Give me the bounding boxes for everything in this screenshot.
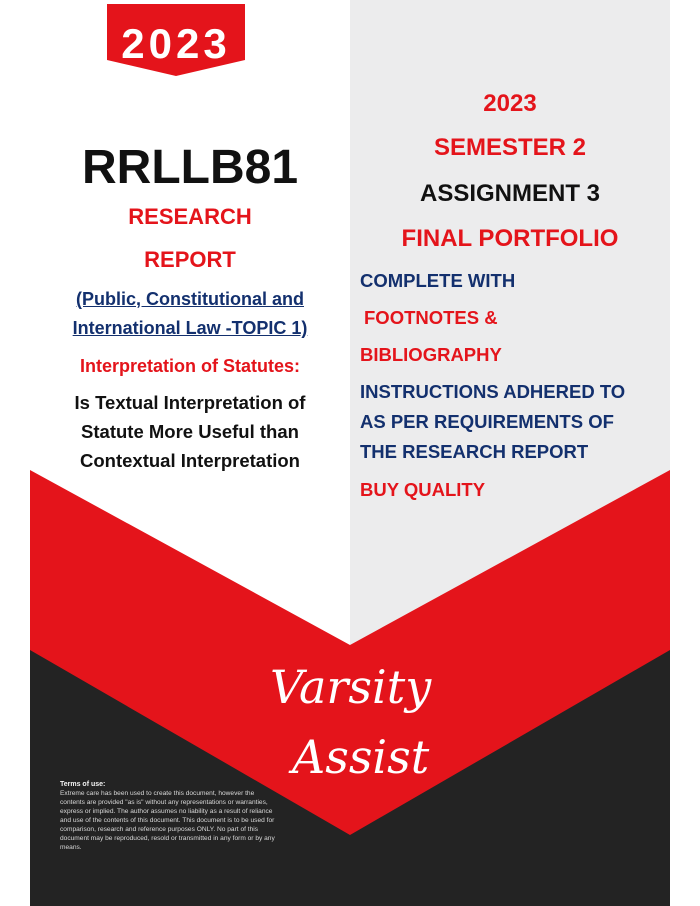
semester-label: SEMESTER 2: [433, 134, 587, 161]
instructions-line-1: INSTRUCTIONS ADHERED TO: [360, 381, 626, 402]
buy-quality-label: BUY QUALITY: [360, 479, 486, 500]
cover-page: [30, 0, 670, 906]
final-portfolio-label: FINAL PORTFOLIO: [401, 225, 619, 252]
topic-heading: Interpretation of Statutes:: [79, 356, 300, 376]
law-area-line-1: (Public, Constitutional and: [76, 289, 304, 309]
question-line-1: Is Textual Interpretation of: [74, 392, 306, 413]
year-badge: [107, 4, 245, 76]
law-area-line-2: International Law -TOPIC 1): [72, 318, 308, 338]
brand-line-2: Assist: [292, 730, 430, 784]
question-line-3: Contextual Interpretation: [80, 450, 300, 471]
instructions-line-2: AS PER REQUIREMENTS OF: [360, 411, 614, 432]
terms-body: Extreme care has been used to create this document, however the contents are provided "as is" without any representations or warranties, express or implied. The author assumes no liability as a result of reliance and use of the contents of this document. This document is to be used for comparison, research and reference purposes ONLY. No part of this document may be reproduced, resold or transmitted in any form or by any means.: [60, 790, 275, 851]
course-code: RRLLB81: [81, 141, 299, 194]
footnotes-label: FOOTNOTES &: [364, 307, 498, 328]
terms-heading: Terms of use:: [60, 781, 106, 788]
question-line-2: Statute More Useful than: [81, 421, 299, 442]
brand-line-1: Varsity: [270, 660, 432, 714]
instructions-line-3: THE RESEARCH REPORT: [360, 441, 589, 462]
complete-with-label: COMPLETE WITH: [360, 270, 516, 291]
year-badge-text: 2023: [121, 20, 231, 67]
right-year: 2023: [483, 90, 537, 117]
assignment-label: ASSIGNMENT 3: [419, 180, 601, 207]
report-label: REPORT: [144, 247, 236, 272]
bibliography-label: BIBLIOGRAPHY: [360, 344, 502, 365]
terms-of-use: [60, 780, 280, 852]
research-label: RESEARCH: [128, 204, 252, 229]
